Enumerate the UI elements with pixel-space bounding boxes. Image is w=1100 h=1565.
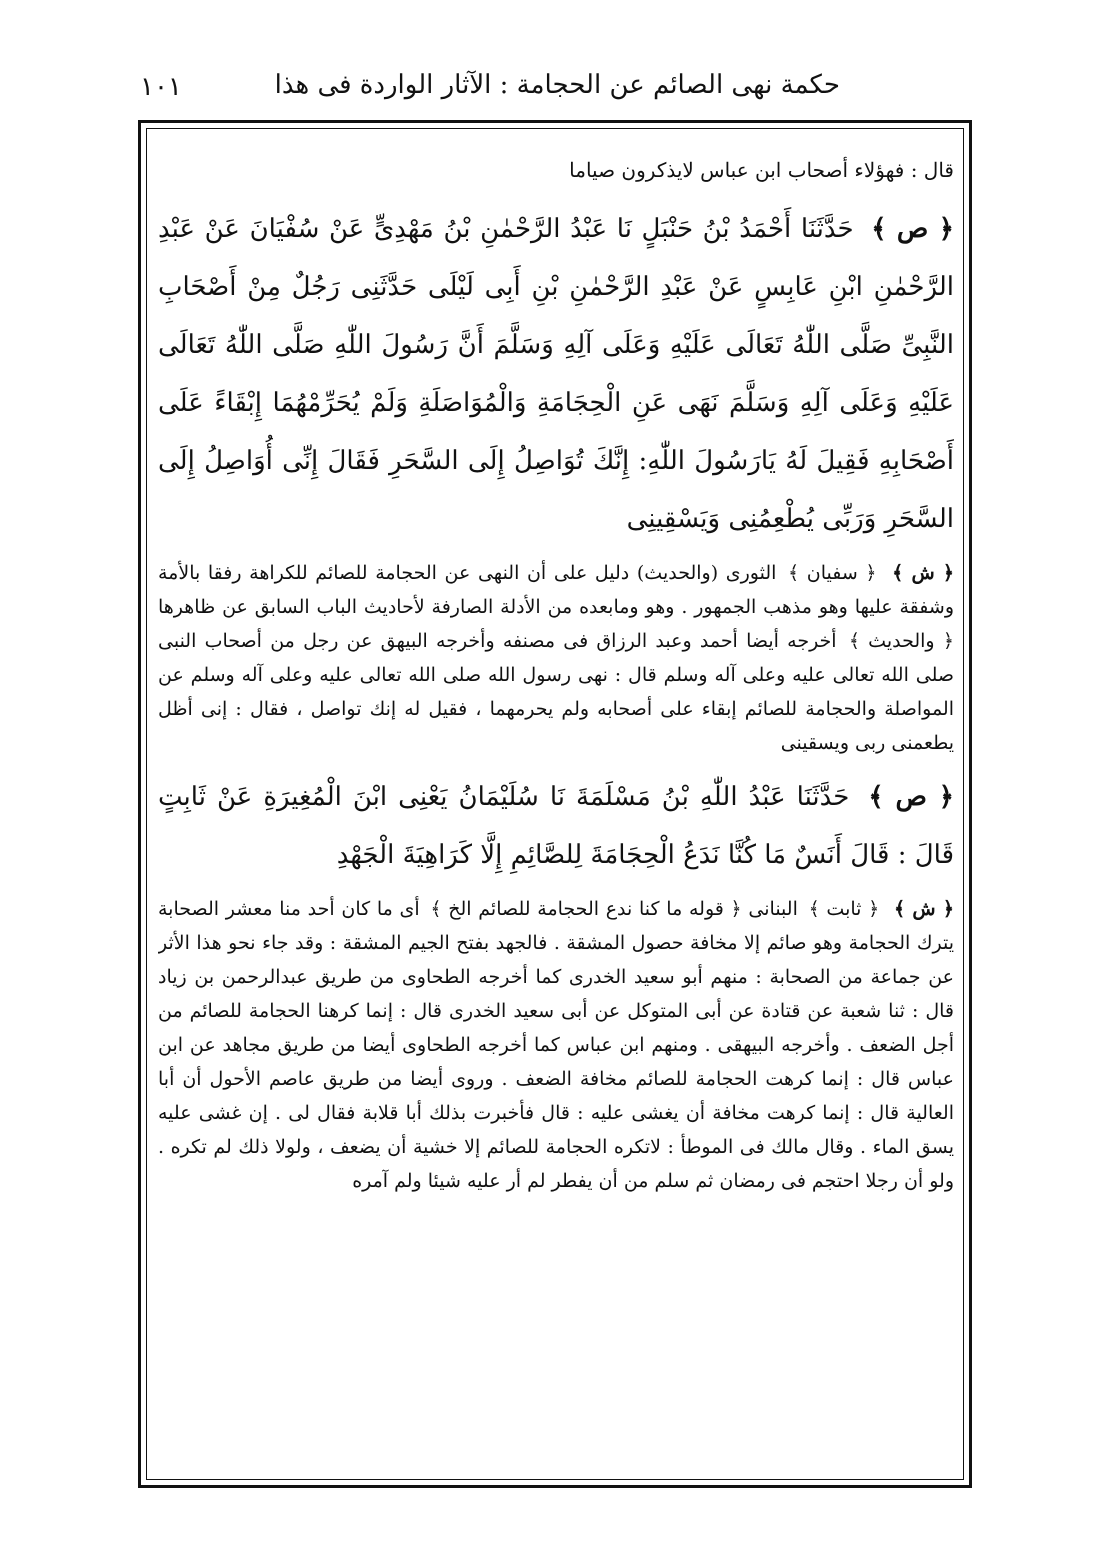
commentary-block [158,556,954,760]
commentary-text: البنانى [748,898,798,920]
intro-line: قال : فهؤلاء أصحاب ابن عباس لايذكرون صياما [569,158,954,182]
page-header [140,70,840,120]
hadith-block [158,200,954,548]
commentary-text: أى ما كان أحد منا معشر الصحابة يترك الحجامة وهو صائم إلا مخافة حصول المشقة . فالجهد بفتح الجيم المشقة : وقد جاء نحو هذا الأثر عن جماعة من الصحابة : منهم أبو سعيد الخدرى كما أخرجه الطحاوى من طريق عبدالرحمن بن زياد قال : ثنا شعبة عن قتادة عن أبى المتوكل عن أبى سعيد الخدرى قال : إنما كرهنا الحجامة للصائم من أجل الضعف . وأخرجه البيهقى . ومنهم ابن عباس كما أخرجه الطحاوى أيضا من طريق مجاهد عن ابن عباس قال : إنما كرهت الحجامة للصائم مخافة الضعف . وروى أيضا من طريق عاصم الأحول أن أبا العالية قال : إنما كرهت مخافة أن يغشى عليه : قال فأخبرت بذلك أبا قلابة فقال لى . إن غشى عليه يسق الماء . وقال مالك فى الموطأ : لاتكره الحجامة للصائم إلا خشية أن يضعف ، ولولا ذلك لم تكره . ولو أن رجلا احتجم فى رمضان ثم سلم من أن يفطر لم أر عليه شيئا ولم آمره [158,898,954,1192]
hadith-text: حَدَّثَنَا عَبْدُ اللّٰهِ بْنُ مَسْلَمَةَ نَا سُلَيْمَانُ يَعْنِى ابْنَ الْمُغِيرَةِ عَنْ ثَابِتٍ قَالَ : قَالَ أَنَسٌ مَا كُنَّا نَدَعُ الْحِجَامَةَ لِلصَّائِمِ إِلَّا كَرَاهِيَةَ الْجَهْدِ [158,782,954,870]
hadith-text: حَدَّثَنَا أَحْمَدُ بْنُ حَنْبَلٍ نَا عَبْدُ الرَّحْمٰنِ بْنُ مَهْدِىٍّ عَنْ سُفْيَانَ عَنْ عَبْدِ الرَّحْمٰنِ ابْنِ عَابِسٍ عَنْ عَبْدِ الرَّحْمٰنِ بْنِ أَبِى لَيْلَى حَدَّثَنِى رَجُلٌ مِنْ أَصْحَابِ النَّبِىِّ صَلَّى اللّٰهُ تَعَالَى عَلَيْهِ وَعَلَى آلِهِ وَسَلَّمَ أَنَّ رَسُولَ اللّٰهِ صَلَّى اللّٰهُ تَعَالَى عَلَيْهِ وَعَلَى آلِهِ وَسَلَّمَ نَهَى عَنِ الْحِجَامَةِ وَالْمُوَاصَلَةِ وَلَمْ يُحَرِّمْهُمَا إِبْقَاءً عَلَى أَصْحَابِهِ فَقِيلَ لَهُ يَارَسُولَ اللّٰهِ: إِنَّكَ تُوَاصِلُ إِلَى السَّحَرِ فَقَالَ إِنِّى أُوَاصِلُ إِلَى السَّحَرِ وَرَبِّى يُطْعِمُنِى وَيَسْقِينِى [158,214,954,534]
commentary-keyword: ﴿ سفيان ﴾ [788,562,877,584]
commentary-keyword: ﴿ ثابت ﴾ [808,898,880,920]
commentary-marker: ﴿ ش ﴾ [894,898,954,920]
hadith-block [158,768,954,884]
commentary-text: الثورى (والحديث) دليل على أن النهى عن الحجامة للصائم للكراهة رفقا بالأمة وشفقة عليها وهو مذهب الجمهور . وهو ومابعده من الأدلة الصارفة لأحاديث الباب السابق عن ظاهرها [158,562,954,618]
commentary-keyword: ﴿ والحديث ﴾ [848,630,954,652]
page-number: ١٠١ [140,72,182,102]
commentary-keyword: ﴿ قوله ما كنا ندع الحجامة للصائم الخ ﴾ [430,898,742,920]
commentary-text: أخرجه أيضا أحمد وعبد الرزاق فى مصنفه وأخرجه البيهق عن رجل من أصحاب النبى صلى الله تعالى عليه وعلى آله وسلم قال : نهى رسول الله صلى الله تعالى عليه وعلى آله وسلم عن المواصلة والحجامة للصائم إبقاء على أصحابه ولم يحرمهما ، فقيل له إنك تواصل ، فقال : إنى أظل يطعمنى ربى ويسقينى [158,630,954,754]
hadith-marker: ﴿ ص ﴾ [871,214,954,244]
running-title: حكمة نهى الصائم عن الحجامة : الآثار الواردة فى هذا [274,70,840,100]
hadith-marker: ﴿ ص ﴾ [868,782,954,812]
page-body [158,150,954,1468]
commentary-block [158,892,954,1198]
commentary-marker: ﴿ ش ﴾ [892,562,954,584]
